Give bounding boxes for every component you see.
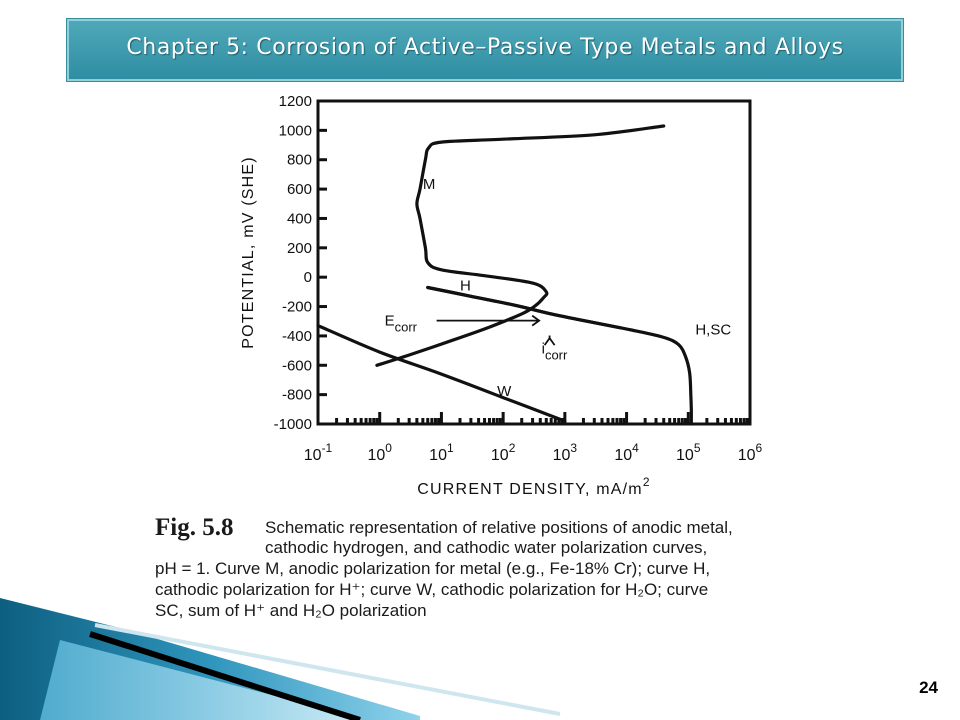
y-tick-label: 0 [303, 269, 312, 287]
figure-label: Fig. 5.8 [155, 514, 234, 541]
caption-line-2: cathodic hydrogen, and cathodic water polarization curves, [265, 538, 708, 557]
x-tick-label: $10^0$ [367, 441, 392, 464]
x-tick-label: $10^4$ [614, 441, 639, 464]
caption-line-1: Schematic representation of relative positions of anodic metal, [265, 518, 733, 537]
annotation-e-corr: Ecorr [384, 312, 418, 335]
x-tick-label: $10^2$ [490, 441, 516, 464]
y-tick-label: -800 [281, 386, 312, 404]
x-axis-label: CURRENT DENSITY, $mA/m^2$ [417, 475, 651, 498]
annotation-m: M [422, 176, 436, 194]
annotation-h: H [460, 277, 471, 295]
caption-line-3: pH = 1. Curve M, anodic polarization for metal (e.g., Fe-18% Cr); curve H, [155, 559, 711, 578]
annotation-i-corr: icorr [541, 340, 568, 363]
y-tick-label: 1000 [278, 122, 312, 140]
y-tick-label: 800 [286, 151, 312, 169]
slide-number: 24 [919, 678, 938, 697]
annotation-hsc: H,SC [695, 321, 732, 339]
y-tick-label: 400 [286, 210, 312, 228]
annotation-w: W [497, 383, 512, 401]
caption-line-4: cathodic polarization for H⁺; curve W, cathodic polarization for H₂O; curve [155, 580, 709, 599]
x-tick-label: $10^5$ [676, 441, 701, 464]
x-tick-label: $10^3$ [552, 441, 578, 464]
y-tick-label: -1000 [273, 416, 312, 433]
caption-line-5: SC, sum of H⁺ and H₂O polarization [155, 601, 427, 620]
y-tick-label: -600 [281, 357, 312, 375]
y-tick-label: 1200 [278, 93, 312, 110]
y-tick-label: -400 [281, 327, 312, 345]
y-tick-label: 600 [286, 181, 312, 199]
y-axis-label: POTENTIAL, mV (SHE) [240, 156, 257, 349]
x-tick-label: $10^6$ [737, 441, 763, 464]
x-tick-label: $10^{-1}$ [303, 441, 333, 464]
y-tick-label: 200 [286, 239, 312, 257]
y-tick-label: -200 [281, 298, 312, 316]
slide-title: Chapter 5: Corrosion of Active–Passive Type Metals and Alloys [126, 35, 844, 60]
x-tick-label: $10^1$ [429, 441, 454, 464]
